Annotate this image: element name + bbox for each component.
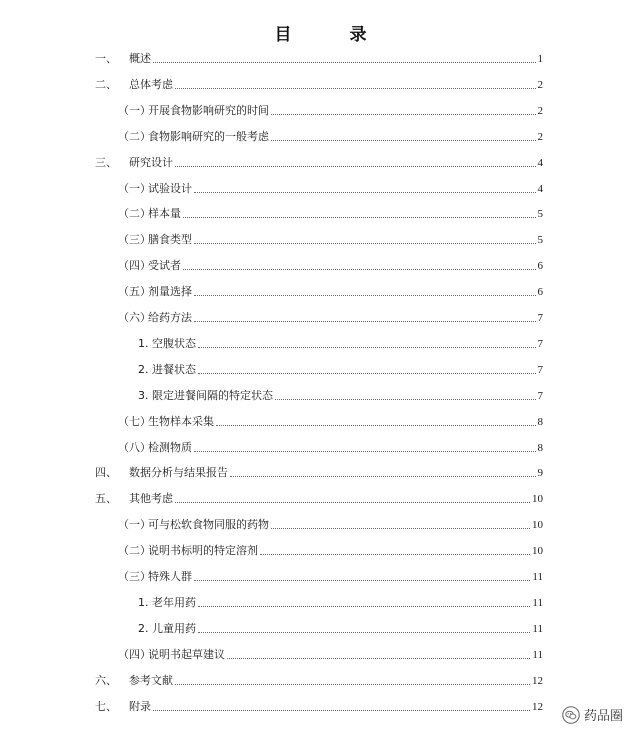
toc-entry-number: 二、 bbox=[95, 77, 117, 91]
toc-entry-number: （一） bbox=[118, 103, 151, 117]
dot-leader bbox=[227, 658, 530, 659]
toc-entry bbox=[118, 564, 543, 584]
dot-leader bbox=[183, 217, 536, 218]
toc-entry-label: 老年用药 bbox=[152, 595, 196, 609]
toc-entry bbox=[118, 435, 543, 455]
toc-entry-number: 3. bbox=[138, 388, 149, 402]
toc-entry-page-number: 11 bbox=[532, 571, 543, 583]
toc-entry-page-number: 7 bbox=[537, 363, 543, 376]
dot-leader bbox=[183, 269, 536, 270]
toc-entry-number: （八） bbox=[118, 440, 151, 454]
toc-entry-page-number: 6 bbox=[537, 286, 543, 299]
toc-entry bbox=[138, 331, 543, 351]
toc-entry-number: （一） bbox=[118, 518, 151, 532]
toc-entry-label: 受试者 bbox=[148, 259, 181, 273]
toc-entry bbox=[138, 616, 543, 636]
dot-leader bbox=[275, 399, 536, 400]
dot-leader bbox=[175, 684, 530, 685]
toc-entry bbox=[95, 668, 543, 688]
toc-entry bbox=[95, 150, 543, 170]
dot-leader bbox=[153, 62, 536, 63]
toc-entry bbox=[118, 124, 543, 144]
toc-entry-number: （七） bbox=[118, 414, 151, 428]
dot-leader bbox=[271, 114, 536, 115]
toc-entry-number: （五） bbox=[118, 285, 151, 299]
dot-leader bbox=[198, 606, 530, 607]
page-title: 目 录 bbox=[274, 25, 393, 45]
dot-leader bbox=[175, 502, 530, 503]
toc-entry-number: （三） bbox=[118, 570, 151, 583]
dot-leader bbox=[198, 373, 536, 374]
toc-entry-page-number: 10 bbox=[532, 493, 543, 506]
toc-entry-label: 数据分析与结果报告 bbox=[129, 466, 228, 480]
toc-entry bbox=[138, 357, 543, 377]
toc-entry-label: 试验设计 bbox=[148, 181, 192, 195]
toc-entry-label: 总体考虑 bbox=[129, 77, 173, 91]
watermark bbox=[562, 705, 623, 724]
dot-leader bbox=[175, 166, 536, 167]
toc-entry-number: 2. bbox=[138, 362, 149, 376]
dot-leader bbox=[194, 295, 536, 296]
toc-entry-number: 2. bbox=[138, 621, 149, 635]
toc-entry-number: （一） bbox=[118, 181, 151, 195]
toc-entry-page-number: 11 bbox=[532, 648, 543, 661]
toc-entry bbox=[118, 176, 543, 196]
toc-entry-number: 1. bbox=[138, 595, 149, 609]
dot-leader bbox=[260, 554, 530, 555]
toc-entry bbox=[95, 486, 543, 506]
toc-entry bbox=[118, 201, 543, 221]
toc-entry bbox=[95, 46, 543, 66]
toc-entry-label: 空腹状态 bbox=[152, 336, 196, 350]
toc-entry-number: （四） bbox=[118, 259, 151, 273]
toc-entry-page-number: 2 bbox=[537, 78, 543, 91]
toc-entry bbox=[118, 538, 543, 558]
toc-entry-number: 七、 bbox=[95, 699, 117, 713]
toc-entry-page-number: 5 bbox=[537, 208, 543, 221]
toc-entry-page-number: 12 bbox=[532, 674, 543, 687]
dot-leader bbox=[194, 192, 536, 193]
dot-leader bbox=[194, 580, 530, 581]
toc-entry bbox=[118, 253, 543, 273]
toc-entry-page-number: 4 bbox=[537, 156, 543, 169]
toc-entry-number: 四、 bbox=[95, 466, 117, 480]
toc-entry bbox=[118, 279, 543, 299]
toc-entry-number: （三） bbox=[118, 233, 151, 247]
toc-entry bbox=[138, 383, 543, 403]
dot-leader bbox=[198, 347, 536, 348]
toc-entry-label: 给药方法 bbox=[148, 311, 192, 324]
toc-entry-number: （二） bbox=[118, 544, 151, 558]
toc-entry bbox=[118, 409, 543, 429]
toc-entry bbox=[95, 460, 543, 480]
toc-entry-label: 其他考虑 bbox=[129, 492, 173, 506]
toc-entry-label: 可与松软食物同服的药物 bbox=[148, 518, 269, 532]
toc-entry-label: 进餐状态 bbox=[152, 362, 196, 376]
toc-entry bbox=[118, 512, 543, 532]
toc-entry-page-number: 8 bbox=[537, 415, 543, 428]
dot-leader bbox=[271, 528, 530, 529]
toc-entry-number: （四） bbox=[118, 647, 151, 661]
toc-entry bbox=[95, 694, 543, 714]
dot-leader bbox=[216, 425, 536, 426]
toc-entry-page-number: 7 bbox=[537, 337, 543, 350]
toc-entry-label: 样本量 bbox=[148, 207, 181, 221]
toc-entry-number: （二） bbox=[118, 207, 151, 221]
toc-entry-page-number: 11 bbox=[532, 622, 543, 635]
toc-entry bbox=[118, 305, 543, 325]
toc-entry-label: 限定进餐间隔的特定状态 bbox=[152, 388, 273, 402]
toc-entry-page-number: 9 bbox=[537, 467, 543, 480]
toc-entry-number: （二） bbox=[118, 129, 151, 143]
toc-entry-page-number: 4 bbox=[537, 182, 543, 195]
dot-leader bbox=[230, 476, 536, 477]
toc-entry-page-number: 6 bbox=[537, 260, 543, 273]
dot-leader bbox=[271, 140, 536, 141]
toc-entry-page-number: 5 bbox=[537, 234, 543, 247]
toc-entry-number: 一、 bbox=[95, 52, 117, 65]
toc-entry bbox=[118, 227, 543, 247]
wechat-icon bbox=[562, 706, 580, 724]
toc-entry-label: 食物影响研究的一般考虑 bbox=[148, 129, 269, 143]
toc-entry-number: 1. bbox=[138, 336, 149, 350]
dot-leader bbox=[194, 451, 536, 452]
toc-entry-label: 特殊人群 bbox=[148, 570, 192, 583]
toc-entry-label: 生物样本采集 bbox=[148, 414, 214, 428]
toc-entry-page-number: 2 bbox=[537, 130, 543, 143]
toc-entry-page-number: 12 bbox=[532, 700, 543, 713]
dot-leader bbox=[175, 88, 536, 89]
toc-entry-page-number: 2 bbox=[537, 104, 543, 117]
toc-entry-number: 六、 bbox=[95, 673, 117, 687]
toc-entry-label: 膳食类型 bbox=[148, 233, 192, 247]
toc-entry-page-number: 8 bbox=[537, 441, 543, 454]
toc-entry-page-number: 7 bbox=[537, 389, 543, 402]
toc-entry-page-number: 7 bbox=[537, 312, 543, 324]
toc-entry-page-number: 10 bbox=[532, 519, 543, 532]
toc-entry-label: 概述 bbox=[129, 52, 151, 65]
toc-entry bbox=[118, 98, 543, 118]
toc-entry-label: 儿童用药 bbox=[152, 621, 196, 635]
toc-entry bbox=[138, 590, 543, 610]
toc-entry-page-number: 11 bbox=[532, 596, 543, 609]
toc-entry-label: 说明书起草建议 bbox=[148, 647, 225, 661]
toc-entry-page-number: 1 bbox=[537, 53, 543, 65]
toc-entry bbox=[95, 72, 543, 92]
toc-entry-label: 研究设计 bbox=[129, 155, 173, 169]
dot-leader bbox=[194, 243, 536, 244]
toc-entry-label: 附录 bbox=[129, 699, 151, 713]
toc-entry-number: 三、 bbox=[95, 155, 117, 169]
watermark-text: 药品圈 bbox=[583, 709, 623, 724]
toc-entry-label: 检测物质 bbox=[148, 440, 192, 454]
toc-entry-label: 说明书标明的特定溶剂 bbox=[148, 544, 258, 558]
toc-entry bbox=[118, 642, 543, 662]
dot-leader bbox=[153, 710, 530, 711]
toc-entry-page-number: 10 bbox=[532, 545, 543, 558]
dot-leader bbox=[198, 632, 530, 633]
toc-entry-label: 开展食物影响研究的时间 bbox=[148, 103, 269, 117]
toc-entry-label: 剂量选择 bbox=[148, 285, 192, 299]
toc-entry-label: 参考文献 bbox=[129, 673, 173, 687]
toc-entry-number: （六） bbox=[118, 311, 151, 324]
dot-leader bbox=[194, 321, 536, 322]
toc-entry-number: 五、 bbox=[95, 492, 117, 506]
